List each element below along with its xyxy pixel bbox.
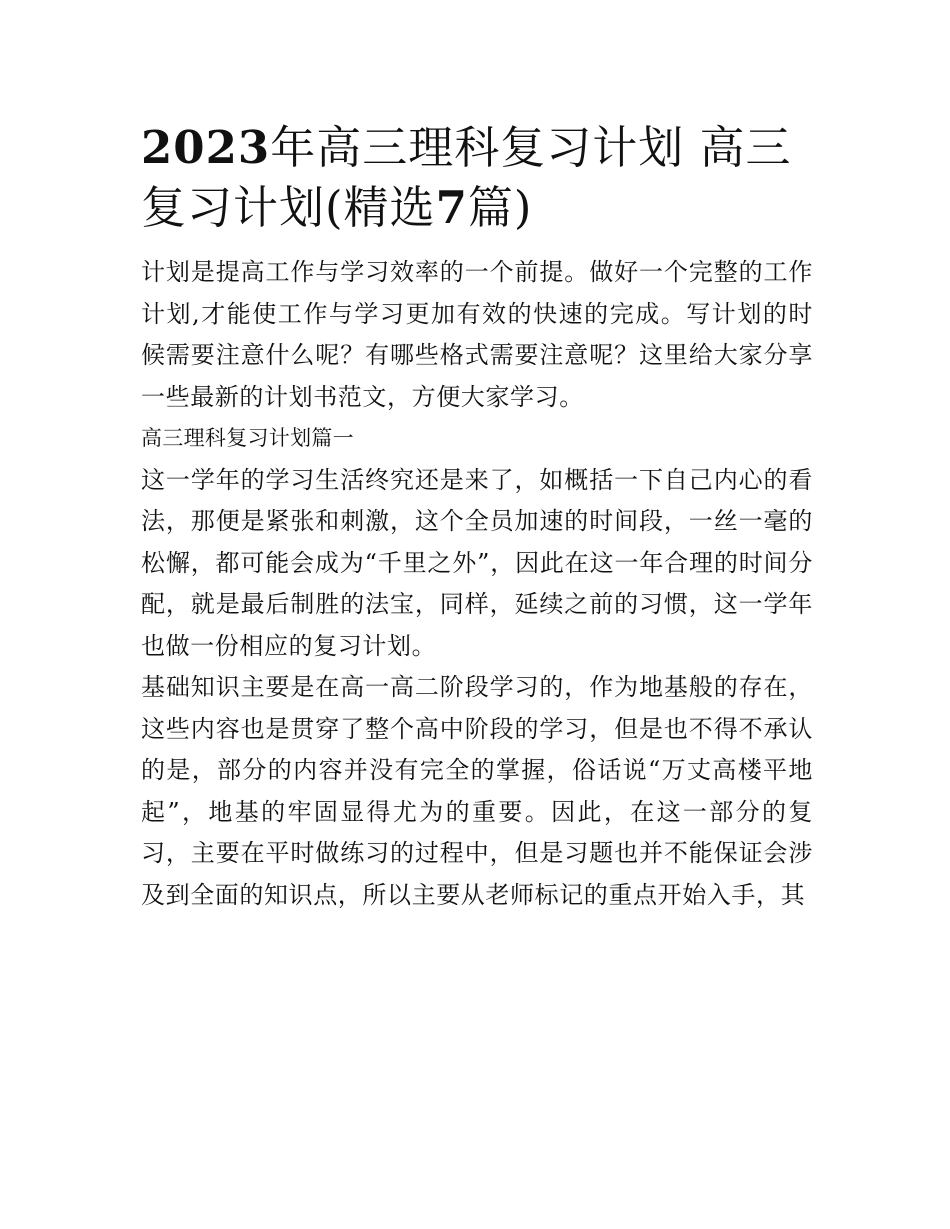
title-text-2: 篇) bbox=[467, 181, 533, 234]
document-title bbox=[141, 118, 813, 238]
intro-paragraph: 计划是提高工作与学习效率的一个前提。做好一个完整的工作计划,才能使工作与学习更加有效的快速的完成。写计划的时候需要注意什么呢？有哪些格式需要注意呢？这里给大家分享一些最新的计划书范文，方便大家学习。 bbox=[141, 258, 813, 411]
title-number: 7 bbox=[435, 181, 468, 234]
section-heading: 高三理科复习计划篇一 bbox=[141, 426, 354, 450]
title-text-1: 年高三理科复习计划 高三复习计划(精选 bbox=[141, 121, 792, 234]
title-year: 2023 bbox=[141, 121, 271, 174]
document-page bbox=[141, 118, 813, 916]
body-paragraph-2: 基础知识主要是在高一高二阶段学习的，作为地基般的存在，这些内容也是贯穿了整个高中阶段的学习，但是也不得不承认的是，部分的内容并没有完全的掌握，俗话说“万丈高楼平地起”，地基的牢固显得尤为的重要。因此，在这一部分的复习，主要在平时做练习的过程中，但是习题也并不能保证会涉及到全面的知识点，所以主要从老师标记的重点开始入手，其 bbox=[141, 673, 813, 909]
body-paragraph-1: 这一学年的学习生活终究还是来了，如概括一下自己内心的看法，那便是紧张和刺激，这个全员加速的时间段，一丝一毫的松懈，都可能会成为“千里之外”，因此在这一年合理的时间分配，就是最后制胜的法宝，同样，延续之前的习惯，这一学年也做一份相应的复习计划。 bbox=[141, 465, 813, 660]
